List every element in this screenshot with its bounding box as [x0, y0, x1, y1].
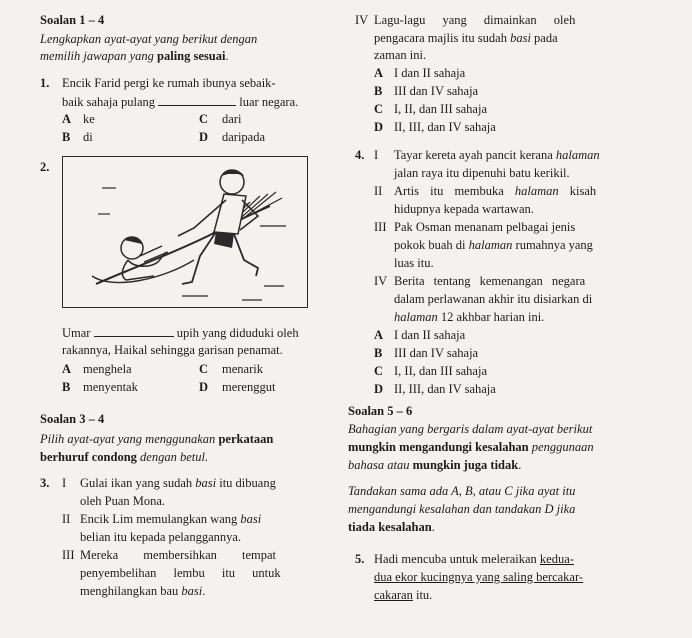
option-letter: D [374, 120, 384, 134]
question-text: Umar upih yang diduduki oleh [62, 326, 299, 340]
statement-text: Encik Lim memulangkan wang basi [80, 512, 262, 526]
option-letter: C [199, 112, 209, 126]
statement-text: menghilangkan bau basi. [80, 584, 206, 598]
statement-text: Tayar kereta ayah pancit kerana halaman [394, 148, 600, 162]
instruction-line: bahasa atau mungkin juga tidak. [348, 458, 522, 472]
option-letter: D [199, 130, 209, 144]
section-heading-5-6: Soalan 5 – 6 [348, 404, 413, 418]
statement-text: luas itu. [394, 256, 434, 270]
instruction-line: mungkin mengandungi kesalahan penggunaan [348, 440, 594, 454]
boys-sliding-illustration [62, 156, 308, 308]
statement-numeral: II [62, 512, 71, 526]
option-letter: B [62, 130, 71, 144]
question-text: baik sahaja pulang luar negara. [62, 95, 299, 109]
option-text: merenggut [222, 380, 276, 394]
option-text: I, II, dan III sahaja [394, 102, 488, 116]
instruction-line: memilih jawapan yang paling sesuai. [40, 49, 229, 63]
statement-text: belian itu kepada pelanggannya. [80, 530, 242, 544]
statement-text: pokok buah di halaman rumahnya yang [394, 238, 593, 252]
statement-text: Lagu-lagu yang dimainkan oleh [374, 13, 576, 27]
option-letter: B [62, 380, 71, 394]
question-text: rakannya, Haikal sehingga garisan penamat. [62, 343, 283, 357]
instruction-line: berhuruf condong dengan betul. [40, 450, 209, 464]
instruction-line: Pilih ayat-ayat yang menggunakan perkataan [40, 432, 274, 446]
option-text: I, II, dan III sahaja [394, 364, 488, 378]
option-text: I dan II sahaja [394, 328, 466, 342]
statement-text: penyembelihan lembu itu untuk [80, 566, 281, 580]
statement-text: dalam perlawanan akhir itu disiarkan di [394, 292, 593, 306]
statement-numeral: I [62, 476, 67, 490]
option-text: III dan IV sahaja [394, 346, 479, 360]
statement-text: zaman ini. [374, 48, 427, 62]
statement-text: Berita tentang kemenangan negara [394, 274, 586, 288]
statement-text: oleh Puan Mona. [80, 494, 166, 508]
instruction-line: mengandungi kesalahan dan tandakan D jika [348, 502, 576, 516]
instruction-line: tiada kesalahan. [348, 520, 435, 534]
section-heading-1-4: Soalan 1 – 4 [40, 13, 105, 27]
statement-text: Mereka membersihkan tempat [80, 548, 277, 562]
option-text: di [83, 130, 93, 144]
option-letter: A [374, 328, 384, 342]
option-text: II, III, dan IV sahaja [394, 382, 496, 396]
instruction-line: Bahagian yang bergaris dalam ayat-ayat berikut [348, 422, 593, 436]
option-letter: A [62, 112, 72, 126]
question-number-4: 4. [355, 148, 365, 162]
statement-numeral: II [374, 184, 383, 198]
option-text: dari [222, 112, 242, 126]
option-text: menghela [83, 362, 132, 376]
question-text: cakaran itu. [374, 588, 433, 602]
statement-numeral: IV [374, 274, 388, 288]
question-text: Hadi mencuba untuk meleraikan kedua- [374, 552, 574, 566]
statement-text: jalan raya itu dipenuhi batu kerikil. [394, 166, 570, 180]
option-letter: B [374, 346, 383, 360]
option-letter: C [374, 102, 384, 116]
option-letter: B [374, 84, 383, 98]
option-text: II, III, dan IV sahaja [394, 120, 496, 134]
question-number-3: 3. [40, 476, 50, 490]
instruction-line: Lengkapkan ayat-ayat yang berikut dengan [40, 32, 258, 46]
answer-blank[interactable] [94, 325, 174, 337]
option-letter: C [374, 364, 384, 378]
statement-numeral: IV [355, 13, 369, 27]
option-text: menyentak [83, 380, 138, 394]
option-letter: D [199, 380, 209, 394]
option-letter: A [62, 362, 72, 376]
option-letter: D [374, 382, 384, 396]
statement-text: hidupnya kepada wartawan. [394, 202, 534, 216]
option-text: I dan II sahaja [394, 66, 466, 80]
instruction-line: Tandakan sama ada A, B, atau C jika ayat itu [348, 484, 576, 498]
underlined-phrase: dua ekor kucingnya yang saling bercakar- [374, 570, 584, 584]
option-text: menarik [222, 362, 263, 376]
question-number-5: 5. [355, 552, 365, 566]
statement-text: Gulai ikan yang sudah basi itu dibuang [80, 476, 276, 490]
option-letter: A [374, 66, 384, 80]
statement-numeral: III [62, 548, 75, 562]
option-text: ke [83, 112, 95, 126]
statement-text: Artis itu membuka halaman kisah [394, 184, 597, 198]
option-text: III dan IV sahaja [394, 84, 479, 98]
statement-text: halaman 12 akhbar harian ini. [394, 310, 545, 324]
answer-blank[interactable] [158, 94, 236, 106]
statement-numeral: I [374, 148, 379, 162]
option-letter: C [199, 362, 209, 376]
option-text: daripada [222, 130, 266, 144]
statement-text: Pak Osman menanam pelbagai jenis [394, 220, 576, 234]
statement-numeral: III [374, 220, 387, 234]
question-number-1: 1. [40, 76, 50, 90]
section-heading-3-4: Soalan 3 – 4 [40, 412, 105, 426]
statement-text: pengacara majlis itu sudah basi pada [374, 31, 558, 45]
question-text: Encik Farid pergi ke rumah ibunya sebaik- [62, 76, 276, 90]
question-number-2: 2. [40, 160, 50, 174]
